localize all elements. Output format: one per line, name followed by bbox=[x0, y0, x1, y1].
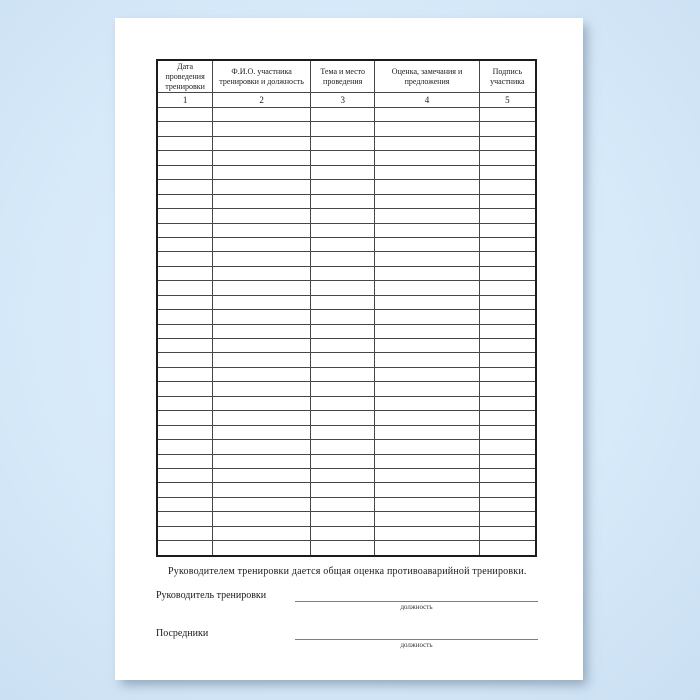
table-cell bbox=[157, 454, 213, 468]
header-cell-topic-place: Тема и место проведения bbox=[310, 60, 374, 93]
table-cell bbox=[375, 353, 479, 367]
table-cell bbox=[310, 324, 374, 338]
table-cell bbox=[157, 209, 213, 223]
table-cell bbox=[213, 353, 311, 367]
table-row bbox=[157, 136, 536, 150]
table-cell bbox=[310, 512, 374, 526]
table-cell bbox=[157, 108, 213, 122]
table-cell bbox=[310, 440, 374, 454]
table-cell bbox=[213, 497, 311, 511]
table-body bbox=[157, 108, 536, 556]
table-cell bbox=[213, 180, 311, 194]
table-cell bbox=[310, 425, 374, 439]
header-cell-evaluation: Оценка, замечания и предложения bbox=[375, 60, 479, 93]
table-cell bbox=[375, 382, 479, 396]
table-cell bbox=[310, 194, 374, 208]
table-cell bbox=[310, 252, 374, 266]
table-cell bbox=[157, 180, 213, 194]
table-cell bbox=[479, 454, 536, 468]
table-row bbox=[157, 497, 536, 511]
table-row bbox=[157, 512, 536, 526]
table-cell bbox=[310, 339, 374, 353]
table-cell bbox=[375, 468, 479, 482]
table-cell bbox=[310, 310, 374, 324]
table-cell bbox=[375, 209, 479, 223]
table-row bbox=[157, 440, 536, 454]
table-cell bbox=[310, 497, 374, 511]
table-cell bbox=[157, 295, 213, 309]
signature-field bbox=[295, 590, 538, 611]
table-cell bbox=[157, 440, 213, 454]
table-cell bbox=[310, 367, 374, 381]
table-cell bbox=[213, 411, 311, 425]
table-cell bbox=[310, 396, 374, 410]
table-cell bbox=[213, 526, 311, 540]
table-row bbox=[157, 382, 536, 396]
table-cell bbox=[375, 310, 479, 324]
table-cell bbox=[213, 108, 311, 122]
signature-caption: должность bbox=[400, 641, 433, 649]
table-cell bbox=[157, 512, 213, 526]
table-row bbox=[157, 526, 536, 540]
table-cell bbox=[213, 454, 311, 468]
table-cell bbox=[375, 324, 479, 338]
table-cell bbox=[479, 396, 536, 410]
table-cell bbox=[479, 440, 536, 454]
table-row bbox=[157, 295, 536, 309]
footer-block bbox=[156, 566, 550, 649]
header-cell-participant: Ф.И.О. участника тренировки и должность bbox=[213, 60, 311, 93]
table-cell bbox=[479, 411, 536, 425]
table-row bbox=[157, 122, 536, 136]
table-cell bbox=[375, 252, 479, 266]
signature-row-mediators bbox=[156, 628, 550, 649]
table-cell bbox=[157, 252, 213, 266]
table-row bbox=[157, 541, 536, 556]
table-row bbox=[157, 310, 536, 324]
table-cell bbox=[375, 497, 479, 511]
table-header bbox=[157, 60, 536, 108]
table-cell bbox=[479, 108, 536, 122]
table-cell bbox=[213, 237, 311, 251]
table-cell bbox=[157, 339, 213, 353]
table-cell bbox=[310, 209, 374, 223]
table-row bbox=[157, 454, 536, 468]
table-cell bbox=[310, 237, 374, 251]
table-cell bbox=[375, 396, 479, 410]
signature-line bbox=[295, 628, 538, 640]
table-cell bbox=[479, 526, 536, 540]
table-cell bbox=[310, 266, 374, 280]
table-row bbox=[157, 252, 536, 266]
table-cell bbox=[213, 165, 311, 179]
table-cell bbox=[213, 339, 311, 353]
table-cell bbox=[213, 483, 311, 497]
table-row bbox=[157, 266, 536, 280]
table-cell bbox=[375, 237, 479, 251]
table-header-row bbox=[157, 60, 536, 93]
signature-label: Руководитель тренировки bbox=[156, 590, 267, 601]
column-number-cell: 2 bbox=[213, 93, 311, 108]
table-cell bbox=[310, 165, 374, 179]
table-cell bbox=[157, 310, 213, 324]
table-cell bbox=[375, 108, 479, 122]
signature-row-leader bbox=[156, 590, 550, 611]
table-cell bbox=[213, 223, 311, 237]
table-cell bbox=[479, 266, 536, 280]
table-row bbox=[157, 353, 536, 367]
table-cell bbox=[213, 324, 311, 338]
table-cell bbox=[375, 122, 479, 136]
table-row bbox=[157, 209, 536, 223]
table-cell bbox=[310, 353, 374, 367]
table-cell bbox=[213, 382, 311, 396]
table-cell bbox=[479, 497, 536, 511]
table-cell bbox=[157, 411, 213, 425]
table-cell bbox=[479, 223, 536, 237]
table-cell bbox=[310, 108, 374, 122]
table-cell bbox=[157, 541, 213, 556]
table-cell bbox=[479, 151, 536, 165]
column-number-cell: 3 bbox=[310, 93, 374, 108]
table-cell bbox=[213, 512, 311, 526]
table-cell bbox=[479, 252, 536, 266]
table-cell bbox=[213, 367, 311, 381]
table-cell bbox=[310, 136, 374, 150]
table-row bbox=[157, 396, 536, 410]
table-cell bbox=[310, 454, 374, 468]
note-paragraph: Руководителем тренировки дается общая оценка противоаварийной тренировки. bbox=[168, 566, 527, 577]
table-cell bbox=[213, 396, 311, 410]
table-row bbox=[157, 483, 536, 497]
table-row bbox=[157, 237, 536, 251]
column-numbers-row bbox=[157, 93, 536, 108]
signature-label: Посредники bbox=[156, 628, 209, 639]
signature-caption: должность bbox=[400, 603, 433, 611]
table-cell bbox=[213, 209, 311, 223]
table-row bbox=[157, 180, 536, 194]
table-cell bbox=[375, 281, 479, 295]
table-row bbox=[157, 468, 536, 482]
table-cell bbox=[375, 425, 479, 439]
signature-field bbox=[295, 628, 538, 649]
table-cell bbox=[310, 180, 374, 194]
table-cell bbox=[479, 339, 536, 353]
table-cell bbox=[157, 483, 213, 497]
table-cell bbox=[310, 295, 374, 309]
table-cell bbox=[157, 266, 213, 280]
table-cell bbox=[479, 237, 536, 251]
table-cell bbox=[375, 526, 479, 540]
table-cell bbox=[310, 526, 374, 540]
table-cell bbox=[157, 367, 213, 381]
table-cell bbox=[479, 382, 536, 396]
column-number-cell: 4 bbox=[375, 93, 479, 108]
table-cell bbox=[157, 353, 213, 367]
table-cell bbox=[375, 165, 479, 179]
table-cell bbox=[157, 194, 213, 208]
table-cell bbox=[310, 151, 374, 165]
table-cell bbox=[157, 497, 213, 511]
table-cell bbox=[375, 541, 479, 556]
table-cell bbox=[479, 180, 536, 194]
training-log-table bbox=[156, 59, 537, 557]
table-cell bbox=[310, 281, 374, 295]
table-cell bbox=[157, 382, 213, 396]
table-cell bbox=[479, 367, 536, 381]
table-cell bbox=[157, 468, 213, 482]
table-cell bbox=[375, 136, 479, 150]
table-cell bbox=[479, 353, 536, 367]
table-cell bbox=[310, 483, 374, 497]
table-cell bbox=[213, 151, 311, 165]
table-cell bbox=[479, 324, 536, 338]
table-cell bbox=[310, 541, 374, 556]
table-cell bbox=[479, 512, 536, 526]
table-cell bbox=[157, 324, 213, 338]
table-cell bbox=[213, 122, 311, 136]
column-number-cell: 1 bbox=[157, 93, 213, 108]
table-cell bbox=[479, 136, 536, 150]
table-cell bbox=[479, 310, 536, 324]
table-row bbox=[157, 194, 536, 208]
table-cell bbox=[157, 281, 213, 295]
table-cell bbox=[310, 122, 374, 136]
table-row bbox=[157, 339, 536, 353]
table-cell bbox=[375, 440, 479, 454]
form-page bbox=[115, 18, 583, 680]
table-cell bbox=[157, 151, 213, 165]
table-cell bbox=[157, 425, 213, 439]
header-cell-date: Дата проведения тренировки bbox=[157, 60, 213, 93]
table-cell bbox=[213, 194, 311, 208]
table-cell bbox=[479, 165, 536, 179]
table-row bbox=[157, 108, 536, 122]
table-cell bbox=[213, 541, 311, 556]
table-cell bbox=[375, 223, 479, 237]
table-row bbox=[157, 411, 536, 425]
table-cell bbox=[213, 295, 311, 309]
table-cell bbox=[479, 194, 536, 208]
table-cell bbox=[375, 454, 479, 468]
table-cell bbox=[479, 483, 536, 497]
table-cell bbox=[213, 468, 311, 482]
table-cell bbox=[479, 468, 536, 482]
table-cell bbox=[157, 223, 213, 237]
table-cell bbox=[375, 411, 479, 425]
table-cell bbox=[375, 266, 479, 280]
table-row bbox=[157, 367, 536, 381]
table-row bbox=[157, 223, 536, 237]
table-cell bbox=[375, 194, 479, 208]
signature-line bbox=[295, 590, 538, 602]
table-cell bbox=[213, 425, 311, 439]
table-cell bbox=[375, 295, 479, 309]
table-cell bbox=[375, 339, 479, 353]
table-cell bbox=[157, 396, 213, 410]
table-cell bbox=[375, 151, 479, 165]
table-cell bbox=[479, 295, 536, 309]
table-cell bbox=[157, 136, 213, 150]
table-cell bbox=[157, 526, 213, 540]
table-row bbox=[157, 151, 536, 165]
table-cell bbox=[157, 122, 213, 136]
table-row bbox=[157, 165, 536, 179]
table-cell bbox=[479, 425, 536, 439]
table-cell bbox=[213, 266, 311, 280]
table-cell bbox=[213, 252, 311, 266]
table-cell bbox=[310, 382, 374, 396]
table-cell bbox=[310, 411, 374, 425]
table-cell bbox=[213, 440, 311, 454]
table-row bbox=[157, 425, 536, 439]
table-cell bbox=[375, 180, 479, 194]
table-cell bbox=[213, 310, 311, 324]
column-number-cell: 5 bbox=[479, 93, 536, 108]
table-cell bbox=[310, 468, 374, 482]
table-cell bbox=[310, 223, 374, 237]
header-cell-signature: Подпись участника bbox=[479, 60, 536, 93]
table-cell bbox=[479, 209, 536, 223]
table-cell bbox=[375, 483, 479, 497]
table-cell bbox=[375, 512, 479, 526]
table-row bbox=[157, 324, 536, 338]
table-cell bbox=[479, 122, 536, 136]
table-cell bbox=[157, 237, 213, 251]
table-cell bbox=[157, 165, 213, 179]
table-cell bbox=[213, 136, 311, 150]
table-cell bbox=[213, 281, 311, 295]
table-cell bbox=[479, 281, 536, 295]
table-row bbox=[157, 281, 536, 295]
table-cell bbox=[479, 541, 536, 556]
table-cell bbox=[375, 367, 479, 381]
